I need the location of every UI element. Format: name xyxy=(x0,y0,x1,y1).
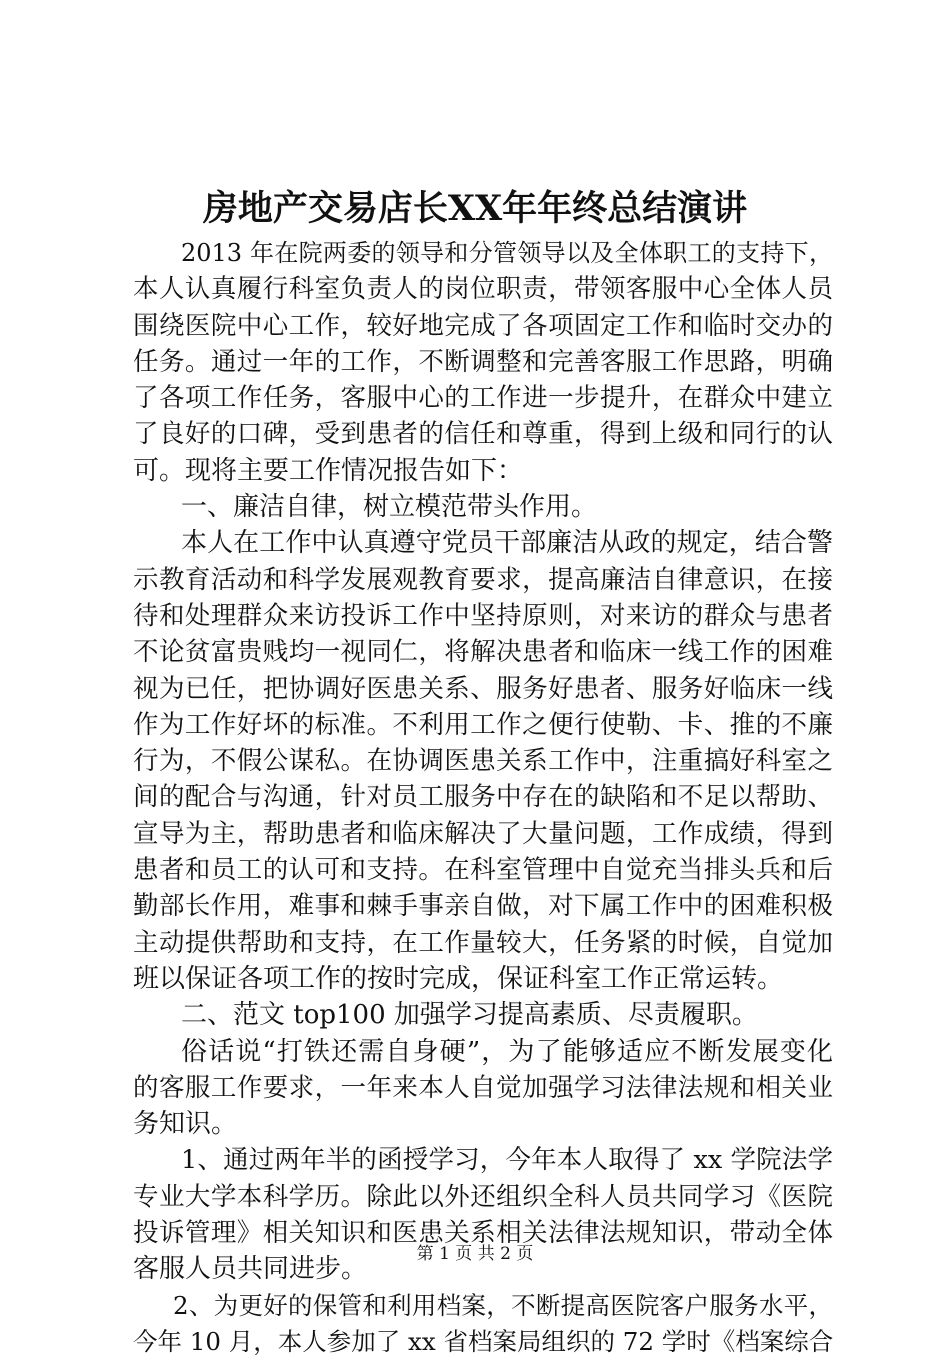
text-line: 示教育活动和科学发展观教育要求，提高廉洁自律意识，在接 xyxy=(133,564,833,595)
text-line: 间的配合与沟通，针对员工服务中存在的缺陷和不足以帮助、 xyxy=(133,782,833,813)
text-line: 宣导为主，帮助患者和临床解决了大量问题，工作成绩，得到 xyxy=(133,818,833,849)
text-line: 一、廉洁自律，树立模范带头作用。 xyxy=(181,492,598,523)
text-line: 二、范文 top100 加强学习提高素质、尽责履职。 xyxy=(181,1000,758,1031)
text-line: 的客服工作要求，一年来本人自觉加强学习法律法规和相关业 xyxy=(133,1072,833,1103)
text-line: 可。现将主要工作情况报告如下： xyxy=(133,455,524,486)
text-line: 投诉管理》相关知识和医患关系相关法律法规知识，带动全体 xyxy=(133,1218,833,1249)
page-footer: 第 1 页 共 2 页 xyxy=(416,1244,534,1264)
text-line: 2、为更好的保管和利用档案，不断提高医院客户服务水平， xyxy=(173,1290,833,1320)
document-title: 房地产交易店长XX年年终总结演讲 xyxy=(202,188,748,229)
text-line: 务知识。 xyxy=(133,1109,238,1140)
text-line: 本人认真履行科室负责人的岗位职责，带领客服中心全体人员 xyxy=(133,274,833,305)
text-line: 客服人员共同进步。 xyxy=(133,1254,368,1285)
text-line: 俗话说“打铁还需自身硬”，为了能够适应不断发展变化 xyxy=(181,1036,833,1067)
text-line: 主动提供帮助和支持，在工作量较大，任务紧的时候，自觉加 xyxy=(133,927,833,958)
text-line: 班以保证各项工作的按时完成，保证科室工作正常运转。 xyxy=(133,963,784,994)
text-line: 2013 年在院两委的领导和分管领导以及全体职工的支持下， xyxy=(181,239,833,267)
text-line: 1、通过两年半的函授学习，今年本人取得了 xx 学院法学 xyxy=(181,1145,833,1176)
text-line: 视为已任，把协调好医患关系、服务好患者、服务好临床一线 xyxy=(133,673,833,704)
text-line: 待和处理群众来访投诉工作中坚持原则，对来访的群众与患者 xyxy=(133,600,833,631)
text-line: 了各项工作任务，客服中心的工作进一步提升，在群众中建立 xyxy=(133,383,833,414)
text-line: 作为工作好坏的标准。不利用工作之便行使勒、卡、推的不廉 xyxy=(133,709,833,740)
text-line: 本人在工作中认真遵守党员干部廉洁从政的规定，结合警 xyxy=(181,528,833,559)
text-line: 行为，不假公谋私。在协调医患关系工作中，注重搞好科室之 xyxy=(133,746,833,777)
text-line: 今年 10 月，本人参加了 xx 省档案局组织的 72 学时《档案综合 xyxy=(133,1326,834,1356)
text-line: 不论贫富贵贱均一视同仁，将解决患者和临床一线工作的困难 xyxy=(133,637,833,668)
text-line: 专业大学本科学历。除此以外还组织全科人员共同学习《医院 xyxy=(133,1181,833,1212)
text-line: 患者和员工的认可和支持。在科室管理中自觉充当排头兵和后 xyxy=(133,855,833,886)
text-line: 任务。通过一年的工作，不断调整和完善客服工作思路，明确 xyxy=(133,346,833,377)
text-line: 围绕医院中心工作，较好地完成了各项固定工作和临时交办的 xyxy=(133,310,833,341)
text-line: 了良好的口碑，受到患者的信任和尊重，得到上级和同行的认 xyxy=(133,419,833,450)
text-line: 勤部长作用，难事和棘手事亲自做，对下属工作中的困难积极 xyxy=(133,891,833,922)
document-body xyxy=(133,235,833,1360)
